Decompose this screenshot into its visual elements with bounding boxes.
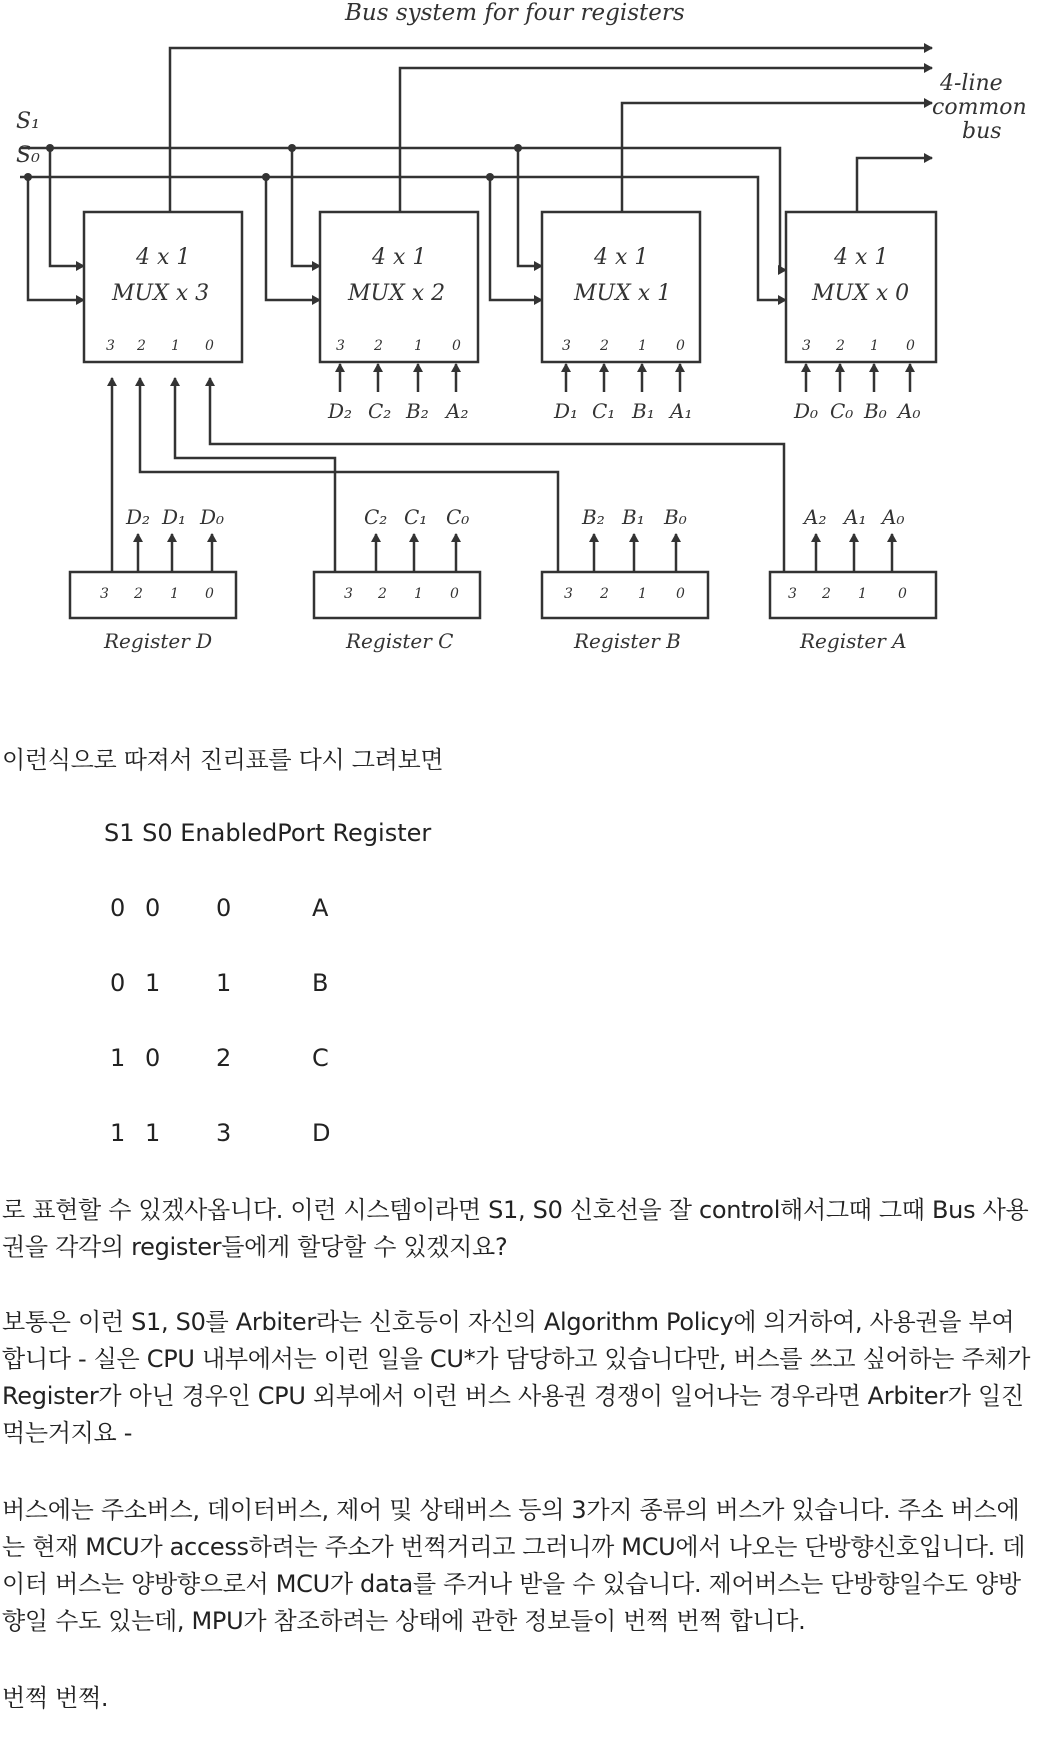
regd-bit3: 3	[100, 586, 109, 602]
mux1-in-b: B₁	[632, 399, 655, 423]
regb-out-1: B₁	[622, 505, 645, 529]
row-register: C	[312, 1044, 329, 1072]
mux0-in-c: C₀	[830, 399, 854, 423]
mux2-in-c: C₂	[368, 399, 392, 423]
regd-bit2: 2	[134, 586, 143, 602]
mux1-port1: 1	[638, 338, 647, 354]
mux2-port1: 1	[414, 338, 423, 354]
register-b-label: Register B	[574, 629, 681, 653]
mux0-line1: 4 x 1	[834, 245, 889, 270]
mux2-line2: MUX x 2	[348, 281, 446, 306]
regc-out-1: C₁	[404, 505, 428, 529]
bus-label-line3: bus	[962, 119, 1002, 144]
row-register: A	[312, 894, 329, 922]
row-port: 0	[216, 894, 232, 922]
mux2-in-d: D₂	[328, 399, 353, 423]
paragraph-closing: 번쩍 번쩍.	[2, 1684, 109, 1712]
mux1-in-a: A₁	[670, 399, 693, 423]
regc-bit3: 3	[344, 586, 353, 602]
regc-out-2: C₂	[364, 505, 388, 529]
mux3-line2: MUX x 3	[112, 281, 210, 306]
register-d-label: Register D	[104, 629, 213, 653]
bus-label-line1: 4-line	[940, 71, 1003, 96]
row-s1: 1	[110, 1044, 126, 1072]
mux0-in-b: B₀	[864, 399, 887, 423]
row-s0: 1	[145, 969, 161, 997]
regb-out-2: B₂	[582, 505, 605, 529]
paragraph-bus-allocation: 로 표현할 수 있겠사옵니다. 이런 시스템이라면 S1, S0 신호선을 잘 control해서그때 그때 Bus 사용권을 각각의 register들에게 할당할 수 있겠지요?	[2, 1196, 1029, 1261]
mux1-line1: 4 x 1	[594, 245, 649, 270]
mux3-line1: 4 x 1	[136, 245, 191, 270]
regb-bit1: 1	[638, 586, 647, 602]
row-s0: 0	[145, 1044, 161, 1072]
mux0-in-a: A₀	[898, 399, 921, 423]
regd-bit1: 1	[170, 586, 179, 602]
mux2-in-a: A₂	[446, 399, 469, 423]
row-port: 2	[216, 1044, 232, 1072]
mux0-in-d: D₀	[794, 399, 819, 423]
mux3-port2: 2	[137, 338, 146, 354]
rega-bit0: 0	[898, 586, 907, 602]
mux2-line1: 4 x 1	[372, 245, 427, 270]
s0-label: S₀	[16, 143, 40, 168]
truth-table-header: S1 S0 EnabledPort Register	[104, 819, 432, 847]
mux3-port0: 0	[205, 338, 214, 354]
bus-system-diagram	[0, 0, 1048, 680]
register-c-label: Register C	[346, 629, 454, 653]
row-s1: 0	[110, 969, 126, 997]
mux1-in-d: D₁	[554, 399, 579, 423]
rega-bit3: 3	[788, 586, 797, 602]
mux0-port0: 0	[906, 338, 915, 354]
row-register: B	[312, 969, 329, 997]
mux0-port3: 3	[802, 338, 811, 354]
regd-out-1: D₁	[162, 505, 187, 529]
mux2-port3: 3	[336, 338, 345, 354]
mux2-in-b: B₂	[406, 399, 429, 423]
mux0-port2: 2	[836, 338, 845, 354]
regd-out-0: D₀	[200, 505, 225, 529]
rega-out-2: A₂	[804, 505, 827, 529]
mux2-port2: 2	[374, 338, 383, 354]
row-port: 3	[216, 1119, 232, 1147]
regc-bit0: 0	[450, 586, 459, 602]
paragraph-bus-types: 버스에는 주소버스, 데이터버스, 제어 및 상태버스 등의 3가지 종류의 버스가 있습니다. 주소 버스에는 현재 MCU가 access하려는 주소가 번쩍거리고 그러니까 MCU에서 나오는 단방향신호입니다. 데이터 버스는 양방향으로서 MCU가 data를 주거나 받을 수 있습니다. 제어버스는 단방향일수도 양방향일 수도 있는데, MPU가 참조하려는 상태에 관한 정보들이 번쩍 번쩍 합니다.	[2, 1496, 1026, 1635]
row-register: D	[312, 1119, 331, 1147]
rega-bit1: 1	[858, 586, 867, 602]
regc-bit2: 2	[378, 586, 387, 602]
regb-bit0: 0	[676, 586, 685, 602]
mux3-port3: 3	[106, 338, 115, 354]
s1-label: S₁	[16, 109, 40, 134]
regd-bit0: 0	[205, 586, 214, 602]
mux0-port1: 1	[870, 338, 879, 354]
mux1-port0: 0	[676, 338, 685, 354]
regc-out-0: C₀	[446, 505, 470, 529]
row-s0: 0	[145, 894, 161, 922]
row-s1: 0	[110, 894, 126, 922]
regd-out-2: D₂	[126, 505, 151, 529]
regb-out-0: B₀	[664, 505, 687, 529]
mux0-line2: MUX x 0	[812, 281, 910, 306]
row-port: 1	[216, 969, 232, 997]
mux1-in-c: C₁	[592, 399, 616, 423]
mux1-line2: MUX x 1	[574, 281, 672, 306]
diagram-title: Bus system for four registers	[345, 0, 685, 26]
regc-bit1: 1	[414, 586, 423, 602]
mux1-port2: 2	[600, 338, 609, 354]
mux3-port1: 1	[171, 338, 180, 354]
row-s1: 1	[110, 1119, 126, 1147]
regb-bit2: 2	[600, 586, 609, 602]
rega-out-0: A₀	[882, 505, 905, 529]
regb-bit3: 3	[564, 586, 573, 602]
intro-text: 이런식으로 따져서 진리표를 다시 그려보면	[2, 746, 444, 774]
register-a-label: Register A	[800, 629, 907, 653]
mux1-port3: 3	[562, 338, 571, 354]
paragraph-arbiter: 보통은 이런 S1, S0를 Arbiter라는 신호등이 자신의 Algorithm Policy에 의거하여, 사용권을 부여 합니다 - 실은 CPU 내부에서는 이런 일을 CU*가 담당하고 있습니다만, 버스를 쓰고 싶어하는 주체가 Register가 아닌 경우인 CPU 외부에서 이런 버스 사용권 경쟁이 일어나는 경우라면 Arbiter가 일진 먹는거지요 -	[2, 1308, 1031, 1447]
mux2-port0: 0	[452, 338, 461, 354]
rega-out-1: A₁	[844, 505, 867, 529]
bus-label-line2: common	[932, 95, 1027, 120]
rega-bit2: 2	[822, 586, 831, 602]
row-s0: 1	[145, 1119, 161, 1147]
